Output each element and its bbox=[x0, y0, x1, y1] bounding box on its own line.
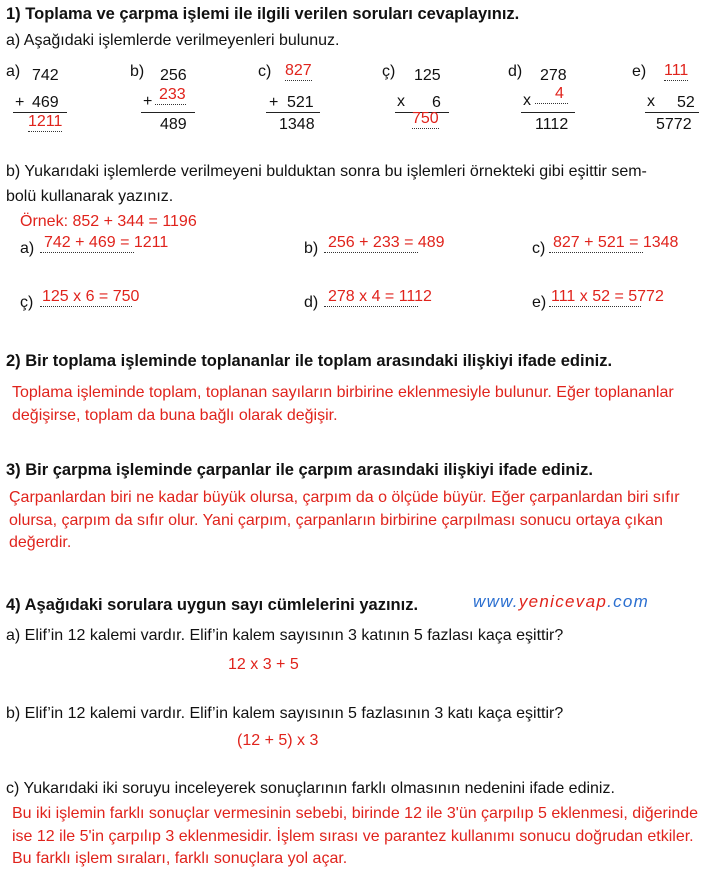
op-c-result: 1348 bbox=[279, 116, 315, 133]
q4-c-answer: Bu iki işlemin farklı sonuçlar vermesinin sebebi, birinde 12 ile 3'ün çarpılıp 5 eklenmesi, diğerinde ise 12 ile 5'in çarpılıp 3 eklenmesidir. İşlem sırası ve parantez kullanımı sonucu doğrudan etkiler. Bu farklı işlem sıraları, farklı sonuçlara yol açar. bbox=[12, 805, 699, 867]
op-e-result: 5772 bbox=[656, 116, 692, 133]
q3-answer: Çarpanlardan biri ne kadar büyük olursa, çarpım da o ölçüde büyür. Eğer çarpanlardan biri sıfır olursa, çarpım da sıfır olur. Yani çarpım, çarpanların birbirine çarpılması sonucu ortaya çıkan değerdir. bbox=[9, 489, 680, 551]
op-c-label: c) bbox=[258, 63, 272, 80]
watermark: www.yenicevap.com bbox=[473, 592, 650, 611]
q2-title: 2) Bir toplama işleminde toplananlar ile toplam arasındaki ilişkiyi ifade ediniz. bbox=[6, 352, 613, 370]
op-b-top: 256 bbox=[160, 67, 187, 84]
op-b-result: 489 bbox=[160, 116, 187, 133]
op-cc-top: 125 bbox=[414, 67, 441, 84]
op-a-top: 742 bbox=[32, 67, 59, 84]
ans-a-text: 742 + 469 = 1211 bbox=[40, 234, 134, 253]
ans-c-label: c) bbox=[532, 240, 546, 257]
op-cc-label: ç) bbox=[382, 63, 396, 80]
op-e-operator: x bbox=[647, 93, 655, 110]
op-b-label: b) bbox=[130, 63, 145, 80]
op-c-mid: 521 bbox=[287, 94, 314, 111]
q1-example: Örnek: 852 + 344 = 1196 bbox=[20, 213, 197, 230]
op-a-mid: 469 bbox=[32, 94, 59, 111]
op-b-mid: 233 bbox=[155, 86, 186, 105]
op-c-operator: + bbox=[269, 94, 279, 111]
q4-title: 4) Aşağıdaki sorulara uygun sayı cümlelerini yazınız. bbox=[6, 596, 419, 614]
op-d-result: 1112 bbox=[535, 116, 569, 133]
op-e-label: e) bbox=[632, 63, 647, 80]
q4-c-question: c) Yukarıdaki iki soruyu inceleyerek sonuçlarının farklı olmasının nedenini ifade ediniz. bbox=[6, 780, 615, 797]
op-d-mid: 4 bbox=[535, 85, 568, 104]
q4-a-answer: 12 x 3 + 5 bbox=[228, 656, 299, 673]
op-a-result: 1211 bbox=[28, 113, 63, 130]
op-a-operator: + bbox=[15, 94, 25, 111]
q4-b-question: b) Elif’in 12 kalemi vardır. Elif’in kalem sayısının 5 fazlasının 3 katı kaça eşittir? bbox=[6, 705, 564, 722]
op-d-line bbox=[521, 112, 575, 113]
op-b-line bbox=[141, 112, 195, 113]
q4-a-question: a) Elif’in 12 kalemi vardır. Elif’in kalem sayısının 3 katının 5 fazlası kaça eşittir? bbox=[6, 627, 564, 644]
ans-cc-label: ç) bbox=[20, 294, 34, 311]
op-d-operator: x bbox=[523, 92, 531, 109]
op-e-mid: 52 bbox=[677, 94, 695, 111]
ans-d-label: d) bbox=[304, 294, 319, 311]
ans-e-text: 111 x 52 = 5772 bbox=[551, 288, 664, 305]
op-a-label: a) bbox=[6, 63, 21, 80]
op-c-top: 827 bbox=[285, 62, 312, 79]
ans-a-label: a) bbox=[20, 240, 35, 257]
op-cc-mid: 6 bbox=[432, 94, 441, 111]
ans-d-text: 278 x 4 = 1112 bbox=[324, 288, 418, 307]
q3-title: 3) Bir çarpma işleminde çarpanlar ile çarpım arasındaki ilişkiyi ifade ediniz. bbox=[6, 461, 593, 479]
ans-cc-text: 125 x 6 = 750 bbox=[42, 288, 140, 305]
op-e-top: 111 bbox=[664, 62, 689, 79]
q1-part-b-line2: bolü kullanarak yazınız. bbox=[6, 188, 174, 205]
q1-title: 1) Toplama ve çarpma işlemi ile ilgili verilen soruları cevaplayınız. bbox=[6, 5, 520, 23]
op-cc-result: 750 bbox=[412, 110, 439, 127]
q1-part-b-line1: b) Yukarıdaki işlemlerde verilmeyeni bulduktan sonra bu işlemleri örnekteki gibi eşittir sem- bbox=[6, 163, 647, 180]
q1-part-a: a) Aşağıdaki işlemlerde verilmeyenleri bulunuz. bbox=[6, 32, 340, 49]
op-c-line bbox=[266, 112, 320, 113]
ans-b-label: b) bbox=[304, 240, 319, 257]
op-d-top: 278 bbox=[540, 67, 567, 84]
ans-e-label: e) bbox=[532, 294, 547, 311]
ans-c-text: 827 + 521 = 1348 bbox=[549, 234, 643, 253]
q2-answer: Toplama işleminde toplam, toplanan sayıların birbirine eklenmesiyle bulunur. Eğer toplananlar değişirse, toplam da buna bağlı olarak değişir. bbox=[12, 384, 674, 424]
q4-b-answer: (12 + 5) x 3 bbox=[237, 732, 319, 749]
op-d-label: d) bbox=[508, 63, 523, 80]
op-cc-operator: x bbox=[397, 93, 405, 110]
op-e-line bbox=[645, 112, 699, 113]
ans-b-text: 256 + 233 = 489 bbox=[324, 234, 418, 253]
op-b-operator: + bbox=[143, 93, 153, 110]
